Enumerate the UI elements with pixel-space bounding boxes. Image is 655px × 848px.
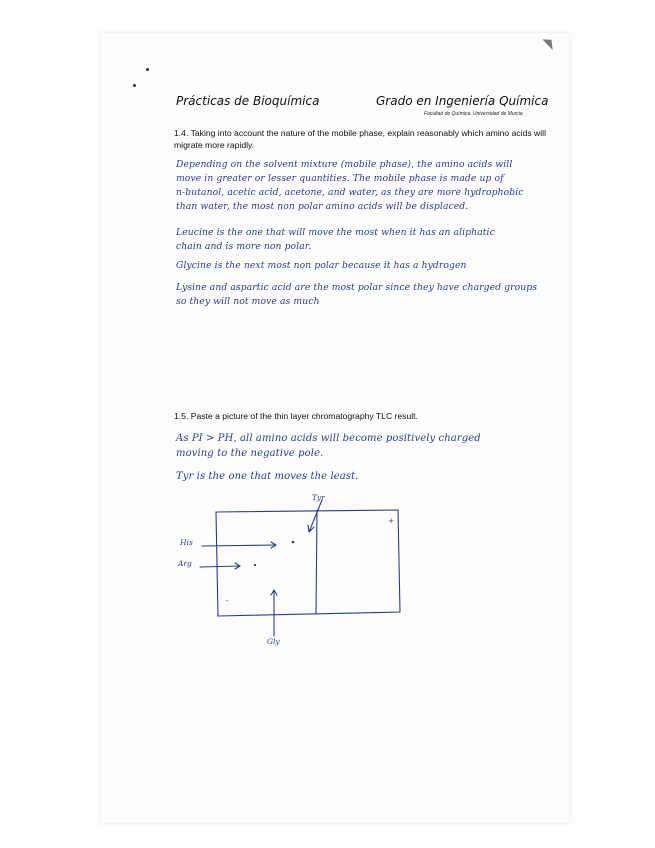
tyr-arrow	[309, 500, 322, 532]
answer-1-5-line-2: moving to the negative pole.	[176, 448, 324, 459]
arg-arrow	[200, 566, 240, 567]
label-gly: Gly	[267, 637, 280, 646]
label-arg: Arg	[178, 559, 192, 568]
answer-1-4-line-6: chain and is more non polar.	[176, 241, 312, 252]
question-1-4: 1.4. Taking into account the nature of the mobile phase, explain reasonably which amino acids will migrate more rapidly.	[174, 128, 546, 150]
answer-1-4-line-2: move in greater or lesser quantities. The mobile phase is made up of	[176, 173, 504, 184]
answer-1-4-line-1: Depending on the solvent mixture (mobile phase), the amino acids will	[176, 159, 513, 170]
answer-1-4-line-9: so they will not move as much	[176, 296, 320, 307]
answer-1-5-line-1: As PI > PH, all amino acids will become positively charged	[176, 433, 481, 444]
his-spot	[292, 541, 295, 544]
label-minus: -	[226, 596, 229, 605]
question-1-5: 1.5. Paste a picture of the thin layer chromatography TLC result.	[174, 411, 418, 421]
answer-1-4-line-3: n-butanol, acetic acid, acetone, and water, as they are more hydrophobic	[176, 187, 524, 198]
tlc-center-line	[316, 510, 317, 614]
answer-1-4-line-8: Lysine and aspartic acid are the most polar since they have charged groups	[176, 282, 538, 293]
course-title: Prácticas de Bioquímica	[176, 94, 320, 108]
arg-spot	[254, 564, 256, 566]
his-arrow	[202, 545, 276, 546]
degree-title: Grado en Ingeniería Química	[376, 94, 549, 108]
answer-1-5-line-3: Tyr is the one that moves the least.	[176, 471, 359, 482]
label-tyr: Tyr	[312, 493, 325, 502]
answer-1-4-line-4: than water, the most non polar amino acids will be displaced.	[176, 201, 469, 212]
label-plus: +	[388, 516, 395, 525]
label-his: His	[180, 538, 193, 547]
faculty-subtitle: Facultad de Química. Universidad de Murcia	[424, 111, 523, 117]
answer-1-4-line-7: Glycine is the next most non polar because it has a hydrogen	[176, 260, 467, 271]
answer-1-4-line-5: Leucine is the one that will move the most when it has an aliphatic	[176, 227, 495, 238]
